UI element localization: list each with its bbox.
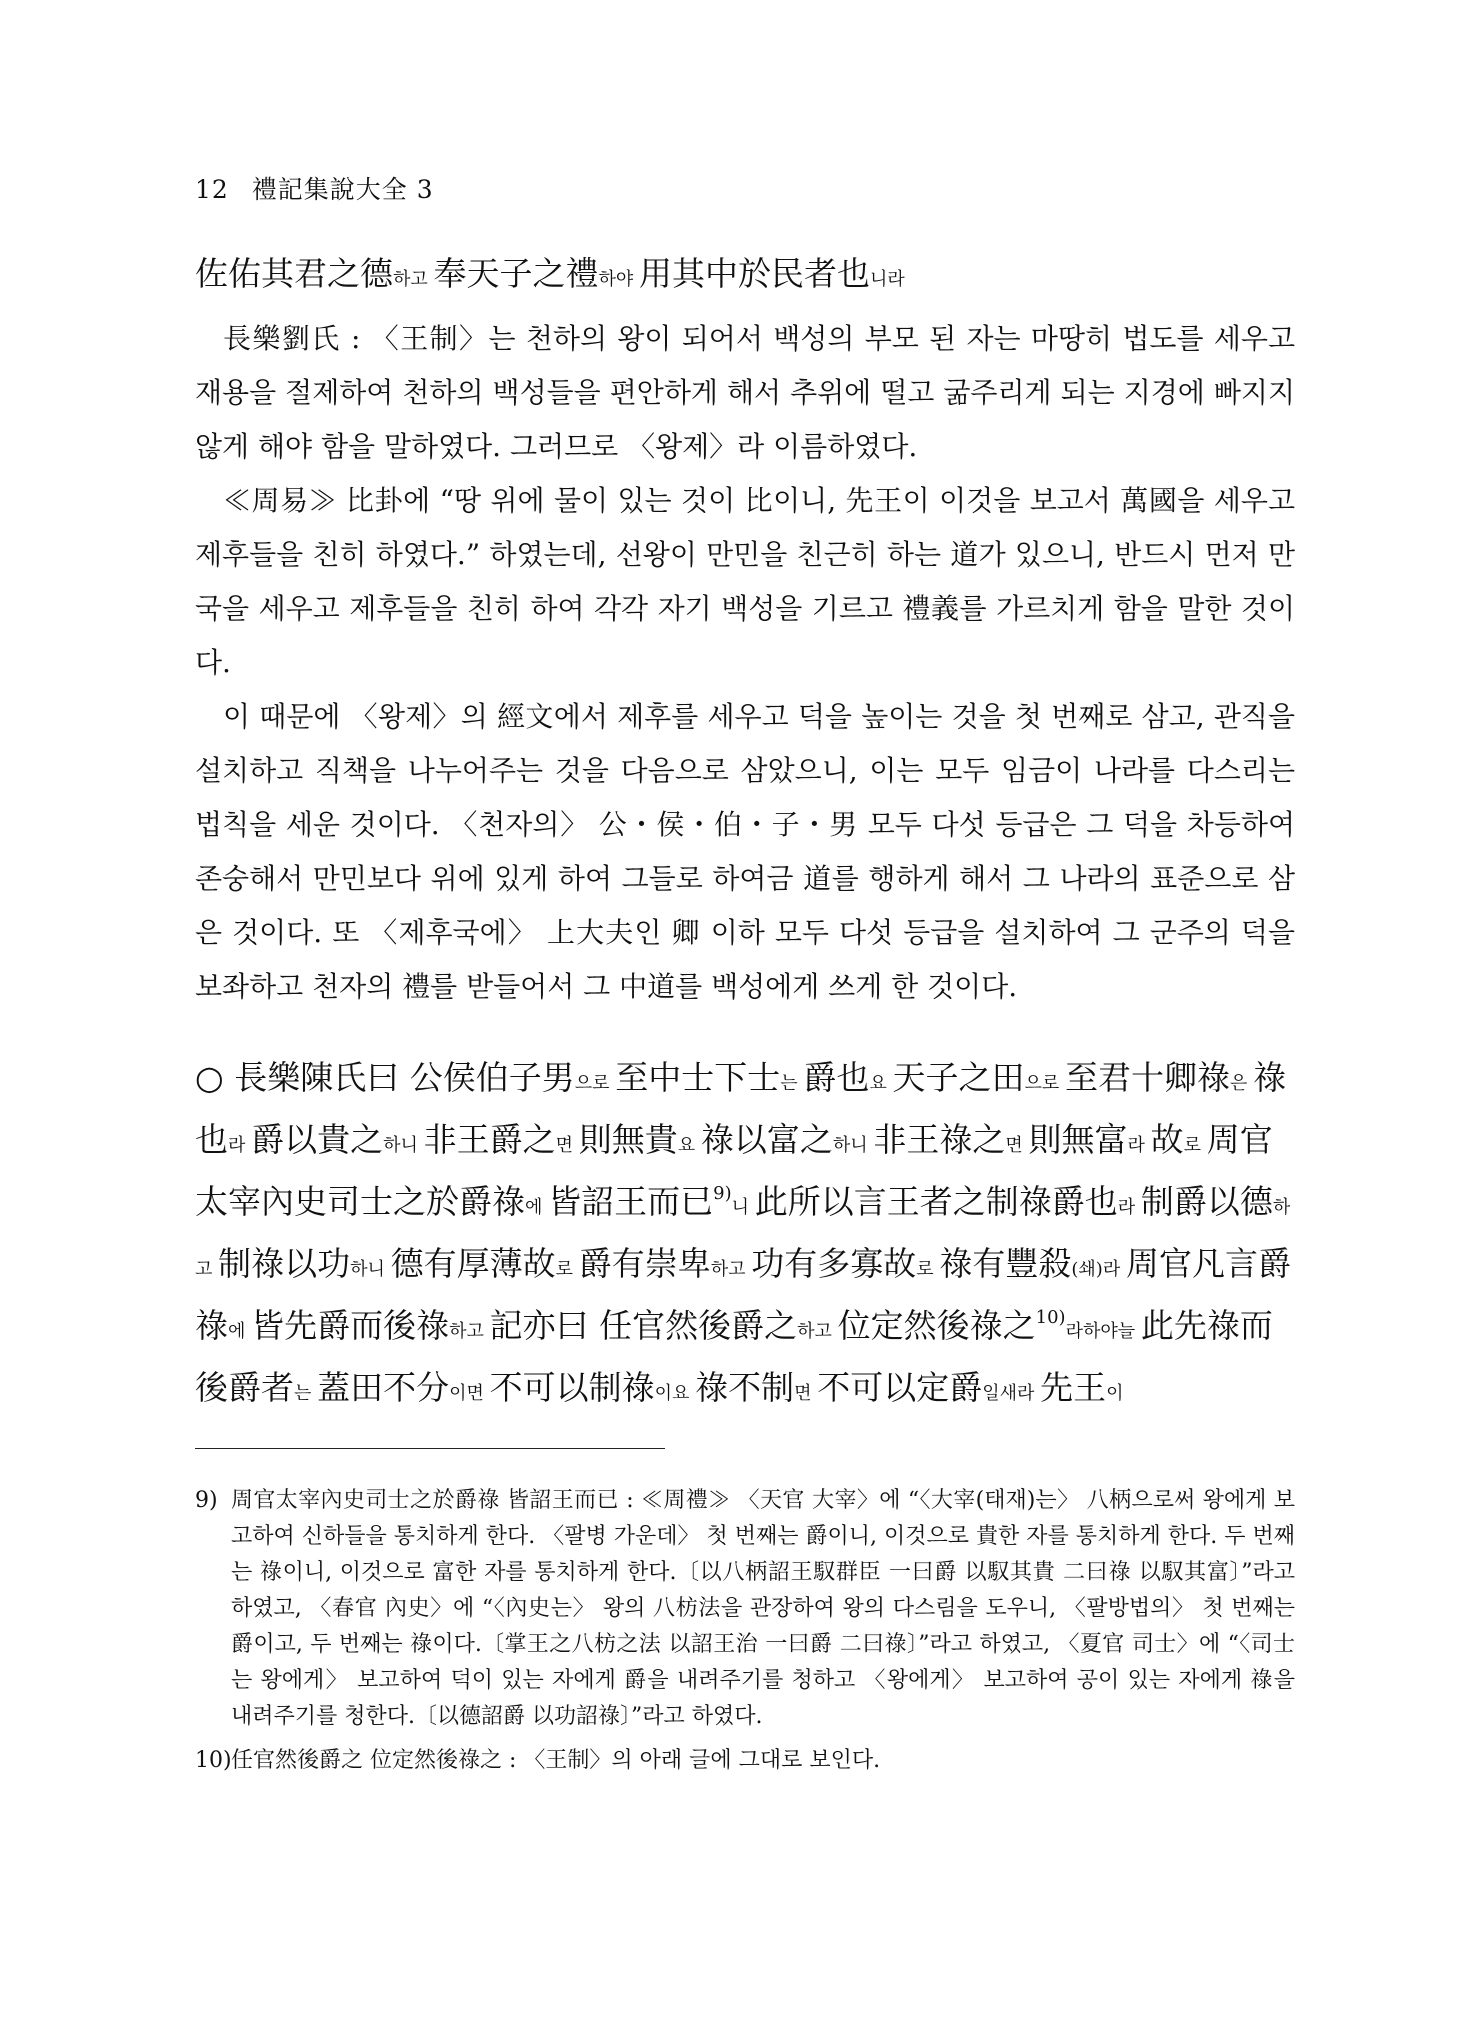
footnote-ref: 9) bbox=[713, 1183, 732, 1204]
commentary-paragraph: ≪周易≫ 比卦에 “땅 위에 물이 있는 것이 比이니, 先王이 이것을 보고서 萬國을 세우고 제후들을 친히 하였다.” 하였는데, 선왕이 만민을 친근히 하는 道가 있으니, 반드시 먼저 만국을 세우고 제후들을 친히 하여 각각 자기 백성을 기르고 禮義를 가르치게 함을 말한 것이다. bbox=[195, 484, 1295, 679]
hangul-particle: 이 bbox=[1106, 1383, 1124, 1404]
hanja-text: 制爵以德 bbox=[1140, 1182, 1273, 1221]
hanja-text: 祿不制 bbox=[695, 1368, 795, 1407]
hanja-text: 至君十卿祿 bbox=[1065, 1058, 1231, 1097]
classic-commentary-block bbox=[195, 1050, 1295, 1422]
commentary-paragraph: 長樂劉氏 : 〈王制〉는 천하의 왕이 되어서 백성의 부모 된 자는 마땅히 법도를 세우고 재용을 절제하여 천하의 백성들을 편안하게 해서 추위에 떨고 굶주리게 되는 지경에 빠지지 않게 해야 함을 말하였다. 그러므로 〈왕제〉라 이름하였다. bbox=[195, 322, 1295, 463]
hanja-text: 此先祿而後爵者 bbox=[195, 1306, 1273, 1407]
hanja-text: 周官太宰內史司士之於爵祿 bbox=[195, 1120, 1273, 1221]
hangul-particle: 이요 bbox=[654, 1383, 696, 1404]
hanja-text: 蓋田不分 bbox=[317, 1368, 450, 1407]
hanja-text: 功有多寡故 bbox=[751, 1244, 917, 1283]
hangul-particle: 으로 bbox=[574, 1073, 616, 1094]
hangul-particle: 면 bbox=[1005, 1135, 1029, 1156]
hanja-text: ○ 長樂陳氏曰 公侯伯子男 bbox=[195, 1058, 575, 1097]
hangul-particle: 요 bbox=[677, 1135, 701, 1156]
hangul-particle: 니 bbox=[731, 1197, 755, 1218]
footnotes bbox=[195, 1483, 1295, 1779]
hangul-particle: 로 bbox=[1183, 1135, 1207, 1156]
hanja-text: 德有厚薄故 bbox=[390, 1244, 556, 1283]
hangul-particle: 하고 bbox=[449, 1321, 490, 1342]
hanja-text: 祿有豐殺 bbox=[939, 1244, 1072, 1283]
hangul-particle: 에 bbox=[228, 1321, 252, 1342]
hangul-particle: 니라 bbox=[870, 269, 905, 290]
hanja-text: 則無貴 bbox=[578, 1120, 678, 1159]
hanja-text: 祿也 bbox=[195, 1058, 1287, 1159]
hanja-text: 爵以貴之 bbox=[251, 1120, 384, 1159]
hanja-text: 用其中於民者也 bbox=[639, 254, 870, 293]
hanja-text: 佐佑其君之德 bbox=[195, 254, 393, 293]
hanja-text: 奉天子之禮 bbox=[433, 254, 599, 293]
hanja-text: 至中士下士 bbox=[615, 1058, 781, 1097]
footnote-number: 10) bbox=[195, 1748, 232, 1773]
hanja-text: 不可以制祿 bbox=[489, 1368, 655, 1407]
hangul-particle: 하니 bbox=[383, 1135, 424, 1156]
hangul-particle: 하니 bbox=[350, 1259, 391, 1280]
hangul-particle: 하니 bbox=[832, 1135, 874, 1156]
hangul-particle: 하고 bbox=[710, 1259, 752, 1280]
footnote bbox=[195, 1483, 1295, 1735]
hanja-text: 先王 bbox=[1040, 1368, 1107, 1407]
hangul-particle: 면 bbox=[555, 1135, 579, 1156]
hanja-text: 非王祿之 bbox=[873, 1120, 1006, 1159]
hangul-particle: 일새라 bbox=[982, 1383, 1041, 1404]
hanja-text: 位定然後祿之 bbox=[837, 1306, 1036, 1345]
footnote-divider bbox=[195, 1448, 665, 1449]
hangul-particle: 이면 bbox=[449, 1383, 490, 1404]
hangul-particle: 면 bbox=[794, 1383, 818, 1404]
hangul-particle: 으로 bbox=[1024, 1073, 1066, 1094]
page bbox=[195, 170, 1295, 1787]
hangul-particle: 라하야늘 bbox=[1065, 1321, 1141, 1342]
hangul-particle: (쇄) bbox=[1071, 1259, 1103, 1280]
hanja-text: 非王爵之 bbox=[423, 1120, 556, 1159]
footnote-text: 任官然後爵之 位定然後祿之 : 〈王制〉의 아래 글에 그대로 보인다. bbox=[231, 1748, 881, 1773]
book-title: 禮記集說大全 3 bbox=[251, 175, 434, 204]
hanja-text: 周官凡言爵祿 bbox=[195, 1244, 1291, 1345]
hangul-particle: 하고 bbox=[797, 1321, 838, 1342]
hanja-text: 此所以言王者之制祿爵也 bbox=[754, 1182, 1118, 1221]
hanja-text: 天子之田 bbox=[892, 1058, 1025, 1097]
hanja-text: 爵有崇卑 bbox=[578, 1244, 711, 1283]
hanja-text: 爵也 bbox=[803, 1058, 870, 1097]
hangul-particle: 라 bbox=[228, 1135, 252, 1156]
page-number: 12 bbox=[195, 175, 229, 204]
hangul-particle: 요 bbox=[869, 1073, 893, 1094]
hanja-text: 皆先爵而後祿 bbox=[251, 1306, 450, 1345]
hanja-text: 祿以富之 bbox=[700, 1120, 833, 1159]
hanja-text: 則無富 bbox=[1028, 1120, 1128, 1159]
hangul-particle: 로 bbox=[916, 1259, 940, 1280]
hangul-particle: 은 bbox=[1230, 1073, 1254, 1094]
hanja-text: 皆詔王而已 bbox=[548, 1182, 714, 1221]
footnote bbox=[195, 1743, 1295, 1779]
hanja-text: 記亦曰 任官然後爵之 bbox=[489, 1306, 798, 1345]
hangul-particle: 에 bbox=[525, 1197, 549, 1218]
hangul-particle: 라 bbox=[1117, 1197, 1141, 1218]
hangul-particle: 하고 bbox=[195, 1197, 1291, 1280]
commentary-block bbox=[195, 312, 1295, 1014]
hanja-text: 不可以定爵 bbox=[817, 1368, 983, 1407]
footnote-number: 9) bbox=[195, 1488, 218, 1513]
commentary-paragraph: 이 때문에 〈왕제〉의 經文에서 제후를 세우고 덕을 높이는 것을 첫 번째로 삼고, 관직을 설치하고 직책을 나누어주는 것을 다음으로 삼았으니, 이는 모두 임금이 나라를 다스리는 법칙을 세운 것이다. 〈천자의〉 公・侯・伯・子・男 모두 다섯 등급은 그 덕을 차등하여 존숭해서 만민보다 위에 있게 하여 그들로 하여금 道를 행하게 해서 그 나라의 표준으로 삼은 것이다. 또 〈제후국에〉 上大夫인 卿 이하 모두 다섯 등급을 설치하여 그 군주의 덕을 보좌하고 천자의 禮를 받들어서 그 中道를 백성에게 쓰게 한 것이다. bbox=[195, 700, 1295, 1003]
hangul-particle: 하고 bbox=[393, 269, 434, 290]
hangul-particle: 하야 bbox=[598, 269, 639, 290]
hangul-particle: 라 bbox=[1127, 1135, 1151, 1156]
hanja-text: 故 bbox=[1150, 1120, 1184, 1159]
hangul-particle: 로 bbox=[555, 1259, 579, 1280]
classic-commentary-text bbox=[195, 1050, 1295, 1422]
hanja-text: 制祿以功 bbox=[218, 1244, 351, 1283]
footnote-ref: 10) bbox=[1035, 1307, 1066, 1328]
hangul-particle: 라 bbox=[1102, 1259, 1126, 1280]
hangul-particle: 는 bbox=[294, 1383, 318, 1404]
classic-text-line bbox=[195, 246, 1295, 308]
hangul-particle: 는 bbox=[780, 1073, 804, 1094]
footnote-text: 周官太宰內史司士之於爵祿 皆詔王而已 : ≪周禮≫ 〈天官 大宰〉에 “〈大宰(태재)는〉 八柄으로써 왕에게 보고하여 신하들을 통치하게 한다. 〈팔병 가운데〉 첫 번째는 爵이니, 이것으로 貴한 자를 통치하게 한다. 두 번째는 祿이니, 이것으로 富한 자를 통치하게 한다.〔以八柄詔王馭群臣 一曰爵 以馭其貴 二曰祿 以馭其富〕”라고 하였고, 〈春官 內史〉에 “〈內史는〉 왕의 八枋法을 관장하여 왕의 다스림을 도우니, 〈팔방법의〉 첫 번째는 爵이고, 두 번째는 祿이다.〔掌王之八枋之法 以詔王治 一曰爵 二曰祿〕”라고 하였고, 〈夏官 司士〉에 “〈司士는 왕에게〉 보고하여 덕이 있는 자에게 爵을 내려주기를 청하고 〈왕에게〉 보고하여 공이 있는 자에게 祿을 내려주기를 청한다.〔以德詔爵 以功詔祿〕”라고 하였다. bbox=[231, 1488, 1295, 1729]
running-head bbox=[195, 170, 1295, 206]
